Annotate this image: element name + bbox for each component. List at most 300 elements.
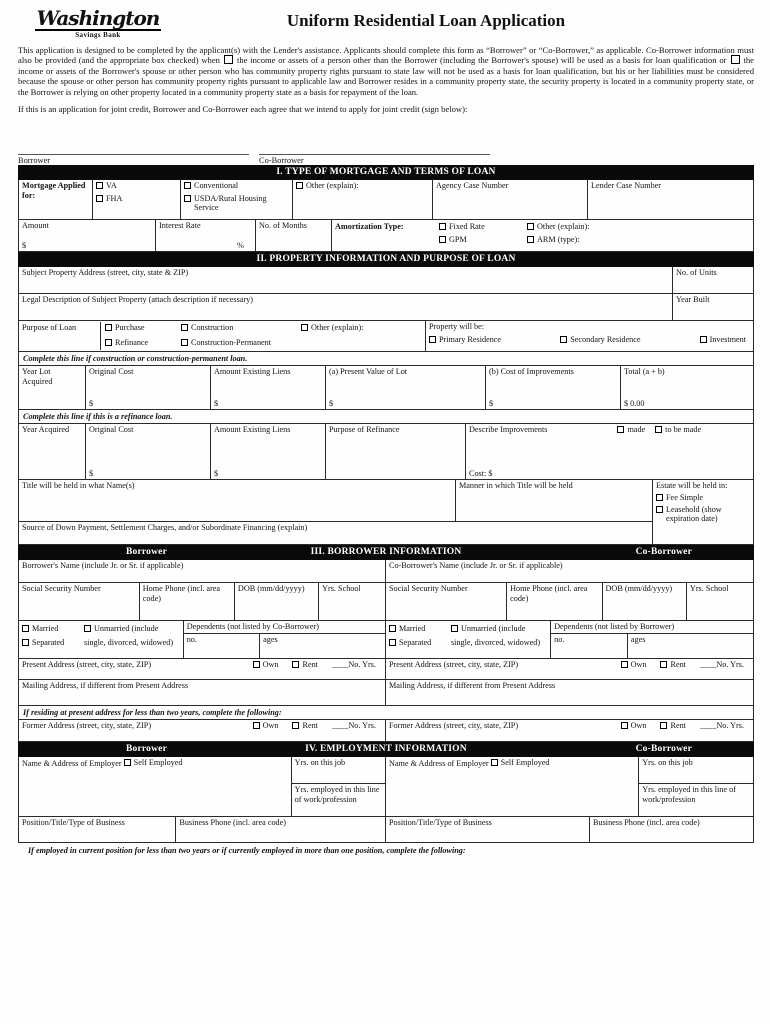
section3-title: III. BORROWER INFORMATION bbox=[310, 547, 462, 558]
refinance-note: Complete this line if this is a refinance loan. bbox=[23, 412, 173, 422]
coborrower-present-own-rent bbox=[621, 660, 750, 670]
borrower-unmarried-checkbox[interactable] bbox=[84, 624, 180, 633]
total-value: $ 0.00 bbox=[624, 398, 645, 408]
title-names-label: Title will be held in what Name(s) bbox=[22, 481, 135, 491]
mortgage-other-cell[interactable] bbox=[293, 180, 433, 219]
improvements-to-be-made-checkbox[interactable] bbox=[655, 425, 701, 435]
section3-header-bar bbox=[18, 545, 754, 560]
checkbox-label: Own bbox=[262, 660, 279, 670]
checkbox-box[interactable] bbox=[22, 639, 29, 646]
cost-improvements-dollar: $ bbox=[489, 398, 494, 408]
property-will-be-label: Property will be: bbox=[429, 322, 485, 332]
checkbox-box[interactable] bbox=[660, 722, 667, 729]
purpose-of-loan-label: Purpose of Loan bbox=[19, 322, 101, 350]
construction-note-row bbox=[19, 352, 753, 366]
coborrower-dependents-label: Dependents (not listed by Borrower) bbox=[554, 622, 675, 632]
checkbox-box[interactable] bbox=[301, 324, 308, 331]
checkbox-box[interactable] bbox=[184, 195, 191, 202]
signature-row bbox=[18, 154, 754, 165]
checkbox-label: Fee Simple bbox=[666, 493, 704, 503]
section4-borrower-label: Borrower bbox=[126, 744, 167, 755]
manner-title-label: Manner in which Title will be held bbox=[459, 481, 573, 491]
checkbox-label: Other (explain): bbox=[306, 181, 359, 191]
describe-improvements-line bbox=[469, 425, 750, 435]
existing-liens-dollar: $ bbox=[214, 398, 219, 408]
borrower-employer-half bbox=[19, 757, 386, 816]
section2-title: II. PROPERTY INFORMATION AND PURPOSE OF LOAN bbox=[256, 254, 516, 265]
joint-credit-statement: If this is an application for joint credit, Borrower and Co-Borrower each agree that we intend to apply for joint credit (sign below): bbox=[18, 104, 468, 115]
residing-note: If residing at present address for less than two years, complete the following: bbox=[23, 708, 282, 718]
purchase-checkbox[interactable] bbox=[105, 323, 181, 335]
checkbox-box[interactable] bbox=[656, 494, 663, 501]
mortgage-type-row bbox=[19, 180, 753, 220]
coborrower-present-own-checkbox[interactable] bbox=[621, 660, 647, 670]
refinance-checkbox[interactable] bbox=[105, 338, 181, 350]
coborrower-employer-cell[interactable] bbox=[386, 757, 639, 816]
checkbox-box[interactable] bbox=[617, 426, 624, 433]
total-cell[interactable] bbox=[621, 366, 753, 409]
section2-header-bar bbox=[18, 252, 754, 267]
coborrower-name-label: Co-Borrower's Name (include Jr. or Sr. if applicable) bbox=[389, 561, 563, 571]
coborrower-signature-line[interactable] bbox=[259, 154, 490, 165]
year-lot-acquired-label: Year Lot Acquired bbox=[22, 367, 53, 387]
borrower-position-cell[interactable] bbox=[19, 817, 176, 842]
checkbox-box[interactable] bbox=[700, 336, 707, 343]
year-acquired-label: Year Acquired bbox=[22, 425, 70, 435]
no-units-cell[interactable] bbox=[673, 267, 753, 293]
checkbox-label: Self Employed bbox=[500, 758, 550, 768]
borrower-yrs-in-line-cell[interactable]: Yrs. employed in this line of work/profession bbox=[294, 785, 380, 805]
checkbox-box[interactable] bbox=[621, 722, 628, 729]
checkbox-label: Unmarried (include bbox=[94, 624, 159, 634]
borrower-employer-top bbox=[19, 757, 291, 770]
borrower-name-half bbox=[19, 560, 386, 582]
borrower-married-checkbox[interactable] bbox=[22, 624, 84, 633]
amount-label: Amount bbox=[22, 221, 49, 231]
source-down-payment-label: Source of Down Payment, Settlement Charges, and/or Subordinate Financing (explain) bbox=[22, 523, 308, 533]
fee-simple-checkbox[interactable] bbox=[656, 493, 750, 502]
coborrower-unmarried-checkbox[interactable] bbox=[451, 624, 547, 633]
coborrower-self-employed-checkbox[interactable] bbox=[491, 758, 550, 767]
lender-case-number-label: Lender Case Number bbox=[591, 181, 662, 191]
checkbox-label: Rent bbox=[302, 721, 318, 731]
checkbox-label: Self Employed bbox=[133, 758, 183, 768]
checkbox-box[interactable] bbox=[527, 223, 534, 230]
borrower-dependents-subrow bbox=[184, 633, 385, 658]
checkbox-box[interactable] bbox=[655, 426, 662, 433]
occupancy-options bbox=[429, 335, 750, 344]
section1-grid bbox=[18, 180, 754, 252]
percent-sign: % bbox=[237, 240, 244, 250]
coborrower-unmarried-note: single, divorced, widowed) bbox=[451, 637, 541, 647]
amortization-cell bbox=[332, 220, 753, 251]
coborrower-business-phone-label: Business Phone (incl. area code) bbox=[593, 818, 700, 828]
coborrower-former-own-checkbox[interactable] bbox=[621, 721, 647, 731]
borrower-former-rent-checkbox[interactable] bbox=[292, 721, 317, 731]
estate-cell bbox=[653, 480, 753, 544]
borrower-dependents-label: Dependents (not listed by Co-Borrower) bbox=[186, 622, 320, 632]
mailing-address-row bbox=[19, 680, 753, 706]
coborrower-separated-checkbox[interactable] bbox=[389, 638, 451, 648]
year-lot-acquired-cell[interactable] bbox=[19, 366, 86, 409]
employment-note: If employed in current position for less than two years or if currently employed in more than one position, complete the following: bbox=[28, 846, 466, 856]
checkbox-box[interactable] bbox=[105, 324, 112, 331]
checkbox-box[interactable] bbox=[181, 324, 188, 331]
borrower-name-cell[interactable] bbox=[19, 560, 385, 582]
borrower-name-label: Borrower's Name (include Jr. or Sr. if applicable) bbox=[22, 561, 184, 571]
borrower-dependents-number[interactable]: no. bbox=[184, 634, 260, 658]
coborrower-yrs-on-job-cell[interactable]: Yrs. on this job bbox=[639, 757, 753, 784]
coborrower-former-address-cell[interactable] bbox=[386, 720, 753, 741]
checkbox-label: Other (explain): bbox=[311, 323, 364, 333]
borrower-position-label: Position/Title/Type of Business bbox=[22, 818, 125, 828]
intro-text-3: the income or assets of the Borrower's spouse or other person who has community property rights pursuant to state law will not be used as a basis for loan qualification, but his or her liabilities must be considered because the spouse or other person has community property rights pursuant to applicable law and Borrower resides in a community property state, the security property is located in a community property state, or the Borrower is relying on other property located in a community property state as a basis for repayment of the loan. bbox=[18, 55, 754, 97]
checkbox-label: Rent bbox=[670, 660, 686, 670]
section4-grid bbox=[18, 757, 754, 843]
title-source-column bbox=[19, 480, 653, 544]
borrower-former-address-cell[interactable] bbox=[19, 720, 385, 741]
checkbox-box[interactable] bbox=[560, 336, 567, 343]
coborrower-dependents-cell bbox=[551, 621, 753, 658]
borrower-present-own-rent bbox=[253, 660, 382, 670]
checkbox-box[interactable] bbox=[181, 339, 188, 346]
legal-description-row bbox=[19, 294, 753, 321]
checkbox-label: Unmarried (include bbox=[461, 624, 526, 634]
present-value-dollar: $ bbox=[329, 398, 334, 408]
mortgage-other-checkbox[interactable] bbox=[296, 181, 429, 190]
section4-header-bar bbox=[18, 742, 754, 757]
primary-residence-checkbox[interactable] bbox=[429, 335, 501, 344]
no-units-label: No. of Units bbox=[676, 268, 717, 278]
community-property-checkbox[interactable] bbox=[731, 55, 740, 64]
coborrower-yrs-school-cell[interactable] bbox=[687, 583, 753, 620]
source-down-payment-cell[interactable] bbox=[19, 522, 652, 544]
checkbox-box[interactable] bbox=[84, 625, 91, 632]
checkbox-box[interactable] bbox=[491, 759, 498, 766]
cost-improvements-label: (b) Cost of Improvements bbox=[489, 367, 574, 377]
borrower-present-address-label: Present Address (street, city, state, ZIP) bbox=[22, 660, 152, 670]
checkbox-label: Separated bbox=[399, 637, 432, 647]
coborrower-former-no-yrs[interactable]: ____No. Yrs. bbox=[699, 721, 744, 731]
original-cost-dollar: $ bbox=[89, 398, 94, 408]
coborrower-position-cell[interactable] bbox=[386, 817, 590, 842]
purpose-refinance-cell[interactable] bbox=[326, 424, 466, 479]
checkbox-box[interactable] bbox=[429, 336, 436, 343]
refi-original-cost-label: Original Cost bbox=[89, 425, 134, 435]
secondary-residence-checkbox[interactable] bbox=[560, 335, 640, 344]
intro-paragraph bbox=[18, 45, 754, 97]
agency-case-number-label: Agency Case Number bbox=[436, 181, 509, 191]
coborrower-yrs-in-line-cell[interactable]: Yrs. employed in this line of work/profession bbox=[642, 785, 736, 805]
borrower-present-address-half bbox=[19, 659, 386, 679]
year-built-cell[interactable] bbox=[673, 294, 753, 320]
checkbox-label: made bbox=[627, 425, 646, 435]
checkbox-label: Rent bbox=[302, 660, 318, 670]
coborrower-dependents-number[interactable]: no. bbox=[551, 634, 628, 658]
borrower-signature-label: Borrower bbox=[18, 156, 51, 166]
purpose-other-checkbox[interactable] bbox=[301, 323, 421, 335]
coborrower-employer-label: Name & Address of Employer bbox=[389, 759, 489, 769]
checkbox-label: Construction bbox=[191, 323, 234, 333]
borrower-employer-label: Name & Address of Employer bbox=[22, 759, 122, 769]
present-address-row bbox=[19, 659, 753, 680]
checkbox-label: Own bbox=[262, 721, 279, 731]
checkbox-label: Construction-Permanent bbox=[191, 337, 272, 347]
borrower-ssn-cell[interactable] bbox=[19, 583, 140, 620]
checkbox-label: Separated bbox=[32, 637, 65, 647]
checkbox-box[interactable] bbox=[656, 506, 663, 513]
checkbox-label: VA bbox=[106, 181, 117, 191]
section3-coborrower-label: Co-Borrower bbox=[635, 547, 692, 558]
checkbox-box[interactable] bbox=[621, 661, 628, 668]
page-header bbox=[18, 8, 754, 39]
checkbox-label: FHA bbox=[106, 193, 123, 203]
borrower-former-address-label: Former Address (street, city, state, ZIP) bbox=[22, 721, 152, 731]
borrower-business-phone-cell[interactable] bbox=[176, 817, 385, 842]
coborrower-name-cell[interactable] bbox=[386, 560, 753, 582]
borrower-present-rent-checkbox[interactable] bbox=[292, 660, 317, 670]
refi-existing-liens-dollar: $ bbox=[214, 468, 219, 478]
position-row bbox=[19, 817, 753, 842]
interest-rate-label: Interest Rate bbox=[159, 221, 201, 231]
existing-liens-cell[interactable] bbox=[211, 366, 326, 409]
borrower-separated-checkbox[interactable] bbox=[22, 638, 84, 648]
interest-rate-cell[interactable] bbox=[156, 220, 256, 251]
original-cost-cell[interactable] bbox=[86, 366, 211, 409]
coborrower-present-rent-checkbox[interactable] bbox=[660, 660, 685, 670]
checkbox-box[interactable] bbox=[253, 722, 260, 729]
describe-improvements-label: Describe Improvements bbox=[469, 425, 548, 435]
borrower-yrs-school-label: Yrs. School bbox=[322, 584, 361, 594]
fha-checkbox[interactable] bbox=[96, 194, 177, 203]
title-names-cell[interactable] bbox=[19, 480, 456, 521]
construction-checkbox[interactable] bbox=[181, 323, 301, 335]
checkbox-label: USDA/Rural Housing Service bbox=[194, 193, 267, 213]
checkbox-box[interactable] bbox=[22, 625, 29, 632]
original-cost-label: Original Cost bbox=[89, 367, 134, 377]
checkbox-box[interactable] bbox=[184, 182, 191, 189]
improvements-made-checkbox[interactable] bbox=[617, 425, 645, 435]
checkbox-box[interactable] bbox=[296, 182, 303, 189]
page-title: Uniform Residential Loan Application bbox=[286, 11, 566, 30]
present-value-cell[interactable] bbox=[326, 366, 486, 409]
checkbox-label: Married bbox=[399, 624, 426, 634]
checkbox-label: Conventional bbox=[194, 181, 239, 191]
describe-improvements-cell bbox=[466, 424, 753, 479]
borrower-former-no-yrs[interactable]: ____No. Yrs. bbox=[331, 721, 376, 731]
checkbox-box[interactable] bbox=[124, 759, 131, 766]
refi-existing-liens-cell[interactable] bbox=[211, 424, 326, 479]
borrower-position-half bbox=[19, 817, 386, 842]
coborrower-mailing-cell[interactable] bbox=[386, 680, 753, 705]
borrower-former-own-checkbox[interactable] bbox=[253, 721, 279, 731]
coborrower-business-phone-cell[interactable] bbox=[590, 817, 753, 842]
conventional-usda-cell bbox=[181, 180, 293, 219]
borrower-former-address-half bbox=[19, 720, 386, 741]
checkbox-box[interactable] bbox=[96, 182, 103, 189]
section1-title: I. TYPE OF MORTGAGE AND TERMS OF LOAN bbox=[276, 167, 496, 178]
section3-borrower-label: Borrower bbox=[126, 547, 167, 558]
borrower-marital-half bbox=[19, 621, 386, 658]
checkbox-label: Fixed Rate bbox=[449, 222, 485, 232]
lender-case-number-cell[interactable] bbox=[588, 180, 753, 219]
coborrower-married-checkbox[interactable] bbox=[389, 624, 451, 633]
checkbox-label: Refinance bbox=[115, 337, 149, 347]
intro-text-2: the income or assets of a person other than the Borrower (including the Borrower's spouse) will be used as a basis for loan qualification or bbox=[236, 55, 727, 66]
present-value-label: (a) Present Value of Lot bbox=[329, 367, 408, 377]
coborrower-signature-label: Co-Borrower bbox=[259, 156, 304, 166]
usda-checkbox[interactable] bbox=[184, 194, 284, 213]
coborrower-employer-half bbox=[386, 757, 753, 816]
manner-title-cell[interactable] bbox=[456, 480, 652, 521]
existing-liens-label: Amount Existing Liens bbox=[214, 367, 291, 377]
mortgage-applied-label: Mortgage Applied for: bbox=[19, 180, 93, 219]
checkbox-box[interactable] bbox=[439, 236, 446, 243]
total-label: Total (a + b) bbox=[624, 367, 665, 377]
ssn-row bbox=[19, 583, 753, 621]
coborrower-present-address-cell[interactable] bbox=[386, 659, 753, 679]
legal-description-label: Legal Description of Subject Property (attach description if necessary) bbox=[22, 295, 253, 305]
coborrower-marital-cell bbox=[386, 621, 551, 658]
investment-checkbox[interactable] bbox=[700, 335, 746, 344]
borrower-self-employed-checkbox[interactable] bbox=[124, 758, 183, 767]
borrower-yrs-school-cell[interactable] bbox=[319, 583, 385, 620]
coborrower-present-address-half bbox=[386, 659, 753, 679]
source-down-payment-row bbox=[19, 522, 652, 544]
employer-row bbox=[19, 757, 753, 817]
borrower-present-own-checkbox[interactable] bbox=[253, 660, 279, 670]
checkbox-label: to be made bbox=[665, 425, 702, 435]
checkbox-box[interactable] bbox=[253, 661, 260, 668]
va-checkbox[interactable] bbox=[96, 181, 177, 190]
borrower-dob-cell[interactable] bbox=[235, 583, 319, 620]
borrower-marital-options bbox=[22, 622, 180, 647]
coborrower-former-own-rent bbox=[621, 721, 750, 731]
borrower-dependents-ages[interactable]: ages bbox=[263, 635, 278, 645]
checkbox-label: Investment bbox=[709, 335, 746, 345]
cost-improvements-cell[interactable] bbox=[486, 366, 621, 409]
refinance-note-row bbox=[19, 410, 753, 424]
year-built-label: Year Built bbox=[676, 295, 710, 305]
checkbox-box[interactable] bbox=[527, 236, 534, 243]
amortization-options bbox=[421, 221, 750, 244]
checkbox-box[interactable] bbox=[96, 195, 103, 202]
coborrower-former-rent-checkbox[interactable] bbox=[660, 721, 685, 731]
refinance-line-row bbox=[19, 424, 753, 480]
borrower-mailing-label: Mailing Address, if different from Present Address bbox=[22, 681, 189, 691]
gpm-checkbox[interactable] bbox=[439, 235, 527, 244]
checkbox-box[interactable] bbox=[389, 625, 396, 632]
purpose-of-loan-cell bbox=[19, 321, 426, 351]
borrower-employer-cell[interactable] bbox=[19, 757, 292, 816]
checkbox-label: Secondary Residence bbox=[570, 335, 641, 345]
checkbox-box[interactable] bbox=[660, 661, 667, 668]
coborrower-dob-label: DOB (mm/dd/yyyy) bbox=[605, 584, 673, 594]
subject-address-label: Subject Property Address (street, city, state & ZIP) bbox=[22, 268, 189, 278]
borrower-yrs-on-job-cell[interactable]: Yrs. on this job bbox=[292, 757, 385, 784]
checkbox-label: Own bbox=[630, 721, 647, 731]
section3-grid bbox=[18, 560, 754, 742]
checkbox-label: Married bbox=[32, 624, 59, 634]
year-acquired-cell[interactable] bbox=[19, 424, 86, 479]
names-row bbox=[19, 560, 753, 583]
va-fha-cell bbox=[93, 180, 181, 219]
checkbox-box[interactable] bbox=[292, 722, 299, 729]
subject-address-row bbox=[19, 267, 753, 294]
checkbox-label: Purchase bbox=[115, 323, 145, 333]
conventional-checkbox[interactable] bbox=[184, 181, 289, 190]
coborrower-former-address-label: Former Address (street, city, state, ZIP) bbox=[389, 721, 519, 731]
borrower-marital-cell bbox=[19, 621, 184, 658]
amortization-other-checkbox[interactable] bbox=[527, 222, 750, 231]
checkbox-box[interactable] bbox=[439, 223, 446, 230]
arm-checkbox[interactable] bbox=[527, 235, 750, 244]
checkbox-box[interactable] bbox=[389, 639, 396, 646]
checkbox-box[interactable] bbox=[105, 339, 112, 346]
borrower-home-phone-cell[interactable] bbox=[140, 583, 235, 620]
construction-line-row bbox=[19, 366, 753, 410]
checkbox-label: GPM bbox=[449, 234, 467, 244]
checkbox-box[interactable] bbox=[292, 661, 299, 668]
coborrower-marital-options bbox=[389, 622, 547, 647]
borrower-present-address-cell[interactable] bbox=[19, 659, 385, 679]
coborrower-former-address-half bbox=[386, 720, 753, 741]
coborrower-ssn-cell[interactable] bbox=[386, 583, 507, 620]
coborrower-present-no-yrs[interactable]: ____No. Yrs. bbox=[699, 660, 744, 670]
marital-dependents-row bbox=[19, 621, 753, 659]
leasehold-checkbox[interactable] bbox=[656, 505, 750, 524]
borrower-ssn-half bbox=[19, 583, 386, 620]
coborrower-marital-half bbox=[386, 621, 753, 658]
amortization-label: Amortization Type: bbox=[335, 222, 404, 232]
borrower-signature-line[interactable] bbox=[18, 154, 249, 165]
title-row bbox=[19, 480, 652, 522]
amount-cell[interactable] bbox=[19, 220, 156, 251]
checkbox-label: Own bbox=[630, 660, 647, 670]
loan-terms-row bbox=[19, 220, 753, 251]
legal-description-cell[interactable] bbox=[19, 294, 673, 320]
coborrower-dependents-subrow bbox=[551, 633, 753, 658]
checkbox-label: Rent bbox=[670, 721, 686, 731]
coborrower-dob-cell[interactable] bbox=[603, 583, 687, 620]
former-address-row bbox=[19, 720, 753, 741]
improvements-cost-label[interactable]: Cost: $ bbox=[469, 468, 493, 478]
bank-logo-subtitle: Savings Bank bbox=[75, 31, 121, 39]
residing-note-row bbox=[19, 706, 753, 720]
refi-original-cost-cell[interactable] bbox=[86, 424, 211, 479]
agency-case-number-cell[interactable] bbox=[433, 180, 588, 219]
income-assets-other-checkbox[interactable] bbox=[224, 55, 233, 64]
subject-address-cell[interactable] bbox=[19, 267, 673, 293]
coborrower-years-column bbox=[639, 757, 753, 816]
fixed-rate-checkbox[interactable] bbox=[439, 222, 527, 231]
months-cell[interactable] bbox=[256, 220, 332, 251]
checkbox-box[interactable] bbox=[451, 625, 458, 632]
borrower-mailing-cell[interactable] bbox=[19, 680, 385, 705]
construction-permanent-checkbox[interactable] bbox=[181, 338, 301, 350]
coborrower-position-half bbox=[386, 817, 753, 842]
borrower-years-column bbox=[292, 757, 385, 816]
coborrower-home-phone-cell[interactable] bbox=[507, 583, 602, 620]
coborrower-position-label: Position/Title/Type of Business bbox=[389, 818, 492, 828]
borrower-present-no-yrs[interactable]: ____No. Yrs. bbox=[331, 660, 376, 670]
coborrower-employer-top bbox=[386, 757, 638, 770]
checkbox-label: Leasehold (show expiration date) bbox=[666, 504, 722, 523]
coborrower-dependents-ages[interactable]: ages bbox=[630, 635, 646, 645]
bank-logo bbox=[18, 8, 178, 39]
section2-grid bbox=[18, 267, 754, 545]
coborrower-mailing-label: Mailing Address, if different from Present Address bbox=[389, 681, 556, 691]
